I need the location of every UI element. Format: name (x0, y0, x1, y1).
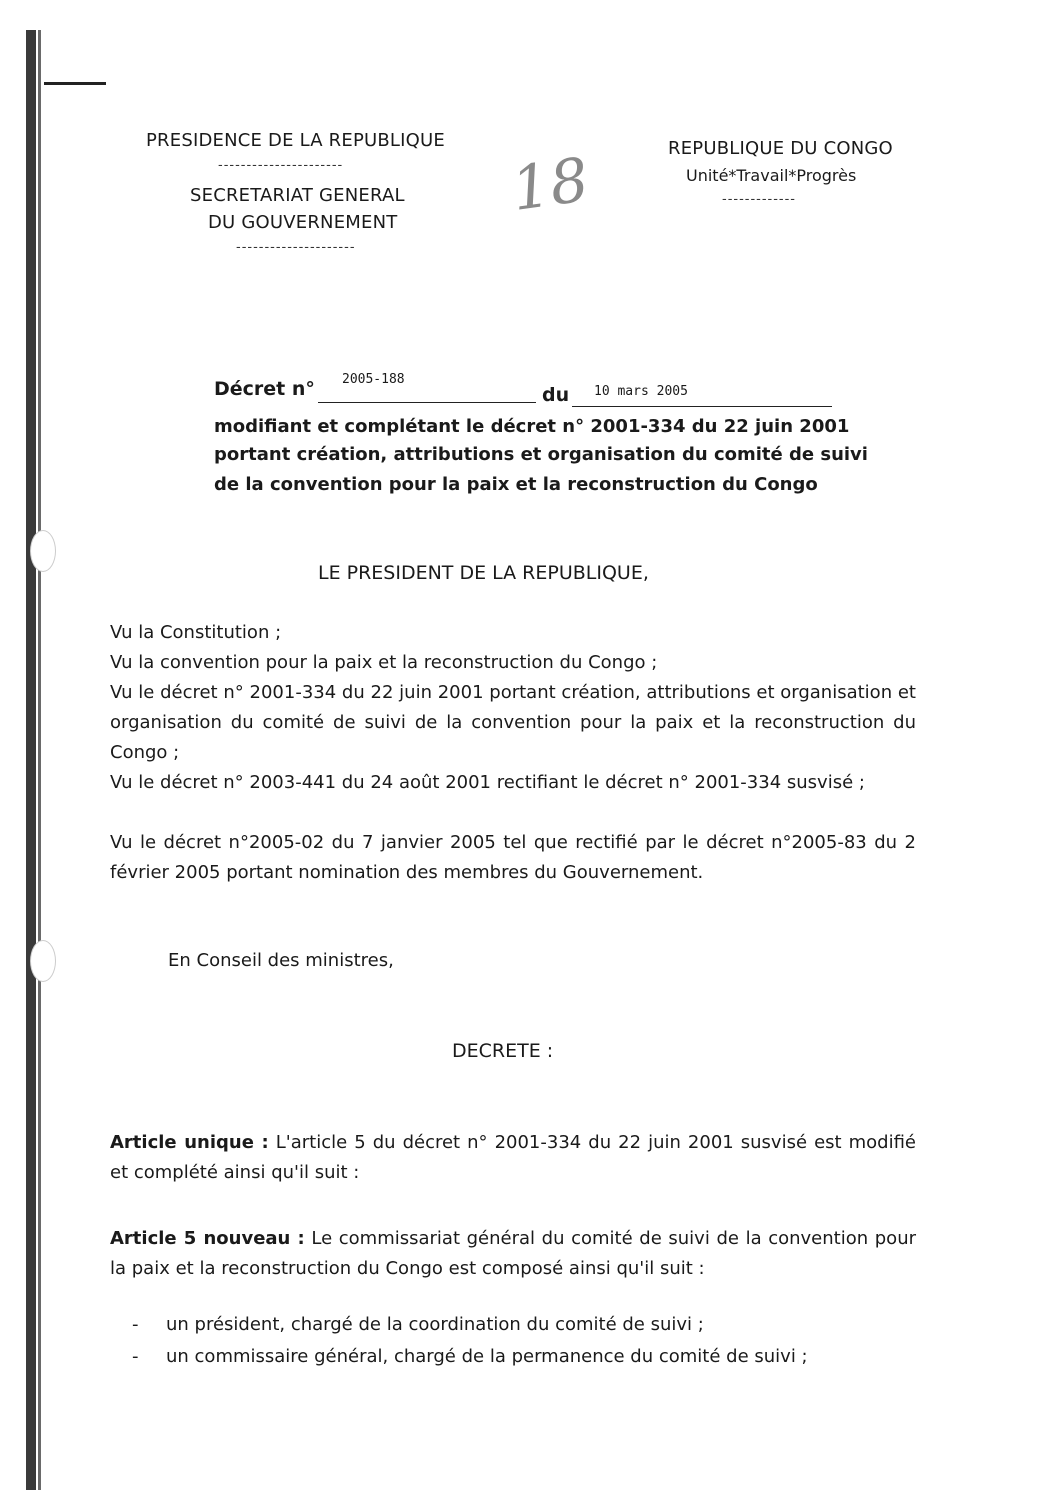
visa-decret-2005-02: Vu le décret n°2005-02 du 7 janvier 2005 tel que rectifié par le décret n°2005-83 du 2 février 2005 portant nomination des membres du Gouvernement. (110, 832, 916, 883)
header-right-separator: ------------- (722, 192, 796, 207)
header-left-secretariat: SECRETARIAT GENERAL (190, 185, 405, 206)
article-unique-label: Article unique : (110, 1132, 269, 1153)
header-left-presidence: PRESIDENCE DE LA REPUBLIQUE (146, 130, 445, 151)
header-right-motto: Unité*Travail*Progrès (686, 166, 857, 185)
header-right-republique: REPUBLIQUE DU CONGO (668, 138, 893, 159)
article-unique (110, 1128, 916, 1188)
visa-constitution: Vu la Constitution ; (110, 622, 282, 643)
header-left-separator: --------------------- (236, 240, 356, 255)
decree-number: 2005-188 (342, 372, 405, 387)
article-5-text: Le commissariat général du comité de suivi de la convention pour la paix et la reconstruction du Congo est composé ainsi qu'il suit : (110, 1228, 916, 1279)
council-line: En Conseil des ministres, (168, 950, 394, 971)
decree-du-label: du (542, 384, 570, 406)
list-bullet: - (132, 1346, 139, 1367)
decrete-heading: DECRETE : (452, 1040, 554, 1062)
list-item (132, 1346, 808, 1367)
list-item (132, 1314, 704, 1335)
scan-edge (26, 30, 36, 1490)
article-5-nouveau (110, 1224, 916, 1284)
scan-edge-inner (38, 30, 41, 1490)
header-left-separator: ---------------------- (218, 158, 344, 173)
list-item-text: un commissaire général, chargé de la permanence du comité de suivi ; (166, 1346, 808, 1367)
decree-subject-line: de la convention pour la paix et la reconstruction du Congo (214, 474, 818, 495)
punch-hole (30, 530, 56, 572)
visa-decret-2001-334: Vu le décret n° 2001-334 du 22 juin 2001 portant création, attributions et organisation et organisation du comité de suivi de la convention pour la paix et la reconstruction du Congo ; (110, 682, 916, 763)
handwritten-mark: 18 (507, 145, 593, 225)
list-item-text: un président, chargé de la coordination du comité de suivi ; (166, 1314, 704, 1335)
visa-decret-2003-441: Vu le décret n° 2003-441 du 24 août 2001 rectifiant le décret n° 2001-334 susvisé ; (110, 772, 865, 793)
decree-number-underline (318, 402, 536, 403)
decree-subject-line: portant création, attributions et organisation du comité de suivi (214, 444, 868, 465)
article-unique-text: L'article 5 du décret n° 2001-334 du 22 juin 2001 susvisé est modifié et complété ainsi qu'il suit : (110, 1132, 917, 1183)
president-heading: LE PRESIDENT DE LA REPUBLIQUE, (318, 562, 649, 584)
decree-subject-line: modifiant et complétant le décret n° 2001-334 du 22 juin 2001 (214, 416, 850, 437)
decree-label: Décret n° (214, 378, 315, 400)
article-5-label: Article 5 nouveau : (110, 1228, 305, 1249)
decree-date: 10 mars 2005 (594, 384, 688, 399)
header-left-gouvernement: DU GOUVERNEMENT (208, 212, 398, 233)
visa-convention: Vu la convention pour la paix et la reconstruction du Congo ; (110, 652, 658, 673)
scan-mark (44, 82, 106, 85)
decree-date-underline (572, 406, 832, 407)
punch-hole (30, 940, 56, 982)
list-bullet: - (132, 1314, 139, 1335)
